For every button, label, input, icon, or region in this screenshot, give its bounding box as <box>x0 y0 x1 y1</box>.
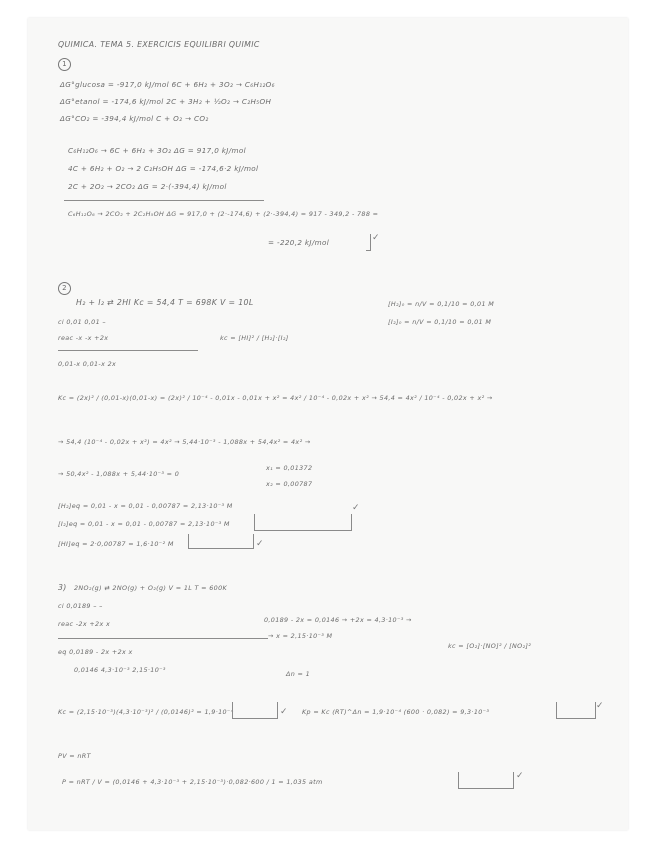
ex2-kc-step-2: → 54,4 (10⁻⁴ - 0,02x + x²) = 4x² → 5,44·10⁻³ - 1,088x + 54,4x² = 4x² → <box>58 438 311 446</box>
ex3-kc: Kc = (2,15·10⁻³)(4,3·10⁻³)² / (0,0146)² = 1,9·10⁻⁴ <box>58 708 234 716</box>
ex3-calc-1: 0,0189 - 2x = 0,0146 → +2x = 4,3·10⁻³ → <box>264 616 412 624</box>
ex3-eq-values: 0,0146 4,3·10⁻³ 2,15·10⁻³ <box>74 666 166 674</box>
ex1-reaction-1: C₆H₁₂O₆ → 6C + 6H₂ + 3O₂ ΔG = 917,0 kJ/mol <box>68 146 246 155</box>
ex2-hi-box <box>188 534 254 549</box>
ex3-kp: Kp = Kc (RT)^Δn = 1,9·10⁻⁴ (600 · 0,082) = 9,3·10⁻³ <box>302 708 490 716</box>
exercise-1-number: 1 <box>58 58 71 71</box>
ex2-table-rule <box>58 350 198 351</box>
ex3-ideal-gas: PV = nRT <box>58 752 91 760</box>
ex3-pressure: P = nRT / V = (0,0146 + 4,3·10⁻³ + 2,15·10⁻³)·0,082·600 / 1 = 1,035 atm <box>62 778 323 786</box>
ex2-h2-eq: [H₂]eq = 0,01 - x = 0,01 - 0,00787 = 2,13·10⁻³ M <box>58 502 233 510</box>
ex3-kc-box <box>232 702 278 719</box>
page-title: QUIMICA. TEMA 5. EXERCICIS EQUILIBRI QUIMIC <box>58 40 260 49</box>
check-mark-icon: ✓ <box>256 539 264 549</box>
ex3-ci-row: ci 0,0189 – – <box>58 602 103 610</box>
ex2-kc-step-3: → 50,4x² - 1,088x + 5,44·10⁻³ = 0 <box>58 470 180 478</box>
ex1-line-2: ΔG°etanol = -174,6 kJ/mol 2C + 3H₂ + ½O₂ → C₂H₅OH <box>60 97 272 106</box>
ex2-eq-row: 0,01-x 0,01-x 2x <box>58 360 117 368</box>
ex1-result: = -220,2 kJ/mol <box>268 238 330 247</box>
ex2-kc-definition: kc = [HI]² / [H₂]·[I₂] <box>220 334 289 342</box>
ex2-i2-initial: [I₂]₀ = n/V = 0,1/10 = 0,01 M <box>388 318 492 326</box>
ex1-line-1: ΔG°glucosa = -917,0 kJ/mol 6C + 6H₂ + 3O₂ → C₆H₁₂O₆ <box>60 80 275 89</box>
ex2-equation: H₂ + I₂ ⇄ 2HI Kc = 54,4 T = 698K V = 10L <box>76 298 254 307</box>
check-mark-icon: ✓ <box>516 771 524 781</box>
ex3-pressure-box <box>458 772 514 789</box>
exercise-2-number: 2 <box>58 282 71 295</box>
ex1-line-3: ΔG°CO₂ = -394,4 kJ/mol C + O₂ → CO₂ <box>60 114 209 123</box>
ex3-eq-row: eq 0,0189 - 2x +2x x <box>58 648 133 656</box>
check-mark-icon: ✓ <box>596 701 604 711</box>
ex2-root-1: x₁ = 0,01372 <box>266 464 313 472</box>
ex2-root-2: x₂ = 0,00787 <box>266 480 313 488</box>
check-mark-icon: ✓ <box>352 503 360 513</box>
ex2-i2-eq: [I₂]eq = 0,01 - x = 0,01 - 0,00787 = 2,13·10⁻³ M <box>58 520 230 528</box>
ex1-sum-rule <box>64 200 264 201</box>
ex3-delta-n: Δn = 1 <box>286 670 311 678</box>
ex2-reac-row: reac -x -x +2x <box>58 334 109 342</box>
ex1-reaction-2: 4C + 6H₂ + O₂ → 2 C₂H₅OH ΔG = -174,6·2 kJ/mol <box>68 164 259 173</box>
ex3-equation: 2NO₂(g) ⇄ 2NO(g) + O₂(g) V = 1L T = 600K <box>74 584 228 592</box>
ex3-table-rule <box>58 638 268 639</box>
ex2-h2-initial: [H₂]₀ = n/V = 0,1/10 = 0,01 M <box>388 300 495 308</box>
scanned-page <box>28 18 628 830</box>
check-mark-icon: ✓ <box>372 233 380 243</box>
ex2-hi-eq: [HI]eq = 2·0,00787 = 1,6·10⁻² M <box>58 540 174 548</box>
ex1-result-box <box>366 234 371 251</box>
ex2-ci-row: ci 0,01 0,01 – <box>58 318 106 326</box>
ex1-reaction-3: 2C + 2O₂ → 2CO₂ ΔG = 2·(-394,4) kJ/mol <box>68 182 227 191</box>
ex3-kp-box <box>556 702 596 719</box>
ex2-kc-step-1: Kc = (2x)² / (0,01-x)(0,01-x) = (2x)² / 10⁻⁴ - 0,01x - 0,01x + x² = 4x² / 10⁻⁴ - 0,02x + x² → 54,4 = 4x² / 10⁻⁴ - 0,02x + x² → <box>58 394 493 402</box>
exercise-3-number: 3) <box>58 583 67 592</box>
check-mark-icon: ✓ <box>280 707 288 717</box>
ex3-calc-2: → x = 2,15·10⁻³ M <box>268 632 333 640</box>
ex1-sum: C₆H₁₂O₆ → 2CO₂ + 2C₂H₅OH ΔG = 917,0 + (2·-174,6) + (2·-394,4) = 917 - 349,2 - 788 = <box>68 210 379 218</box>
ex3-reac-row: reac -2x +2x x <box>58 620 111 628</box>
ex2-result-box <box>254 514 352 531</box>
ex3-kc-definition: kc = [O₂]·[NO]² / [NO₂]² <box>448 642 532 650</box>
